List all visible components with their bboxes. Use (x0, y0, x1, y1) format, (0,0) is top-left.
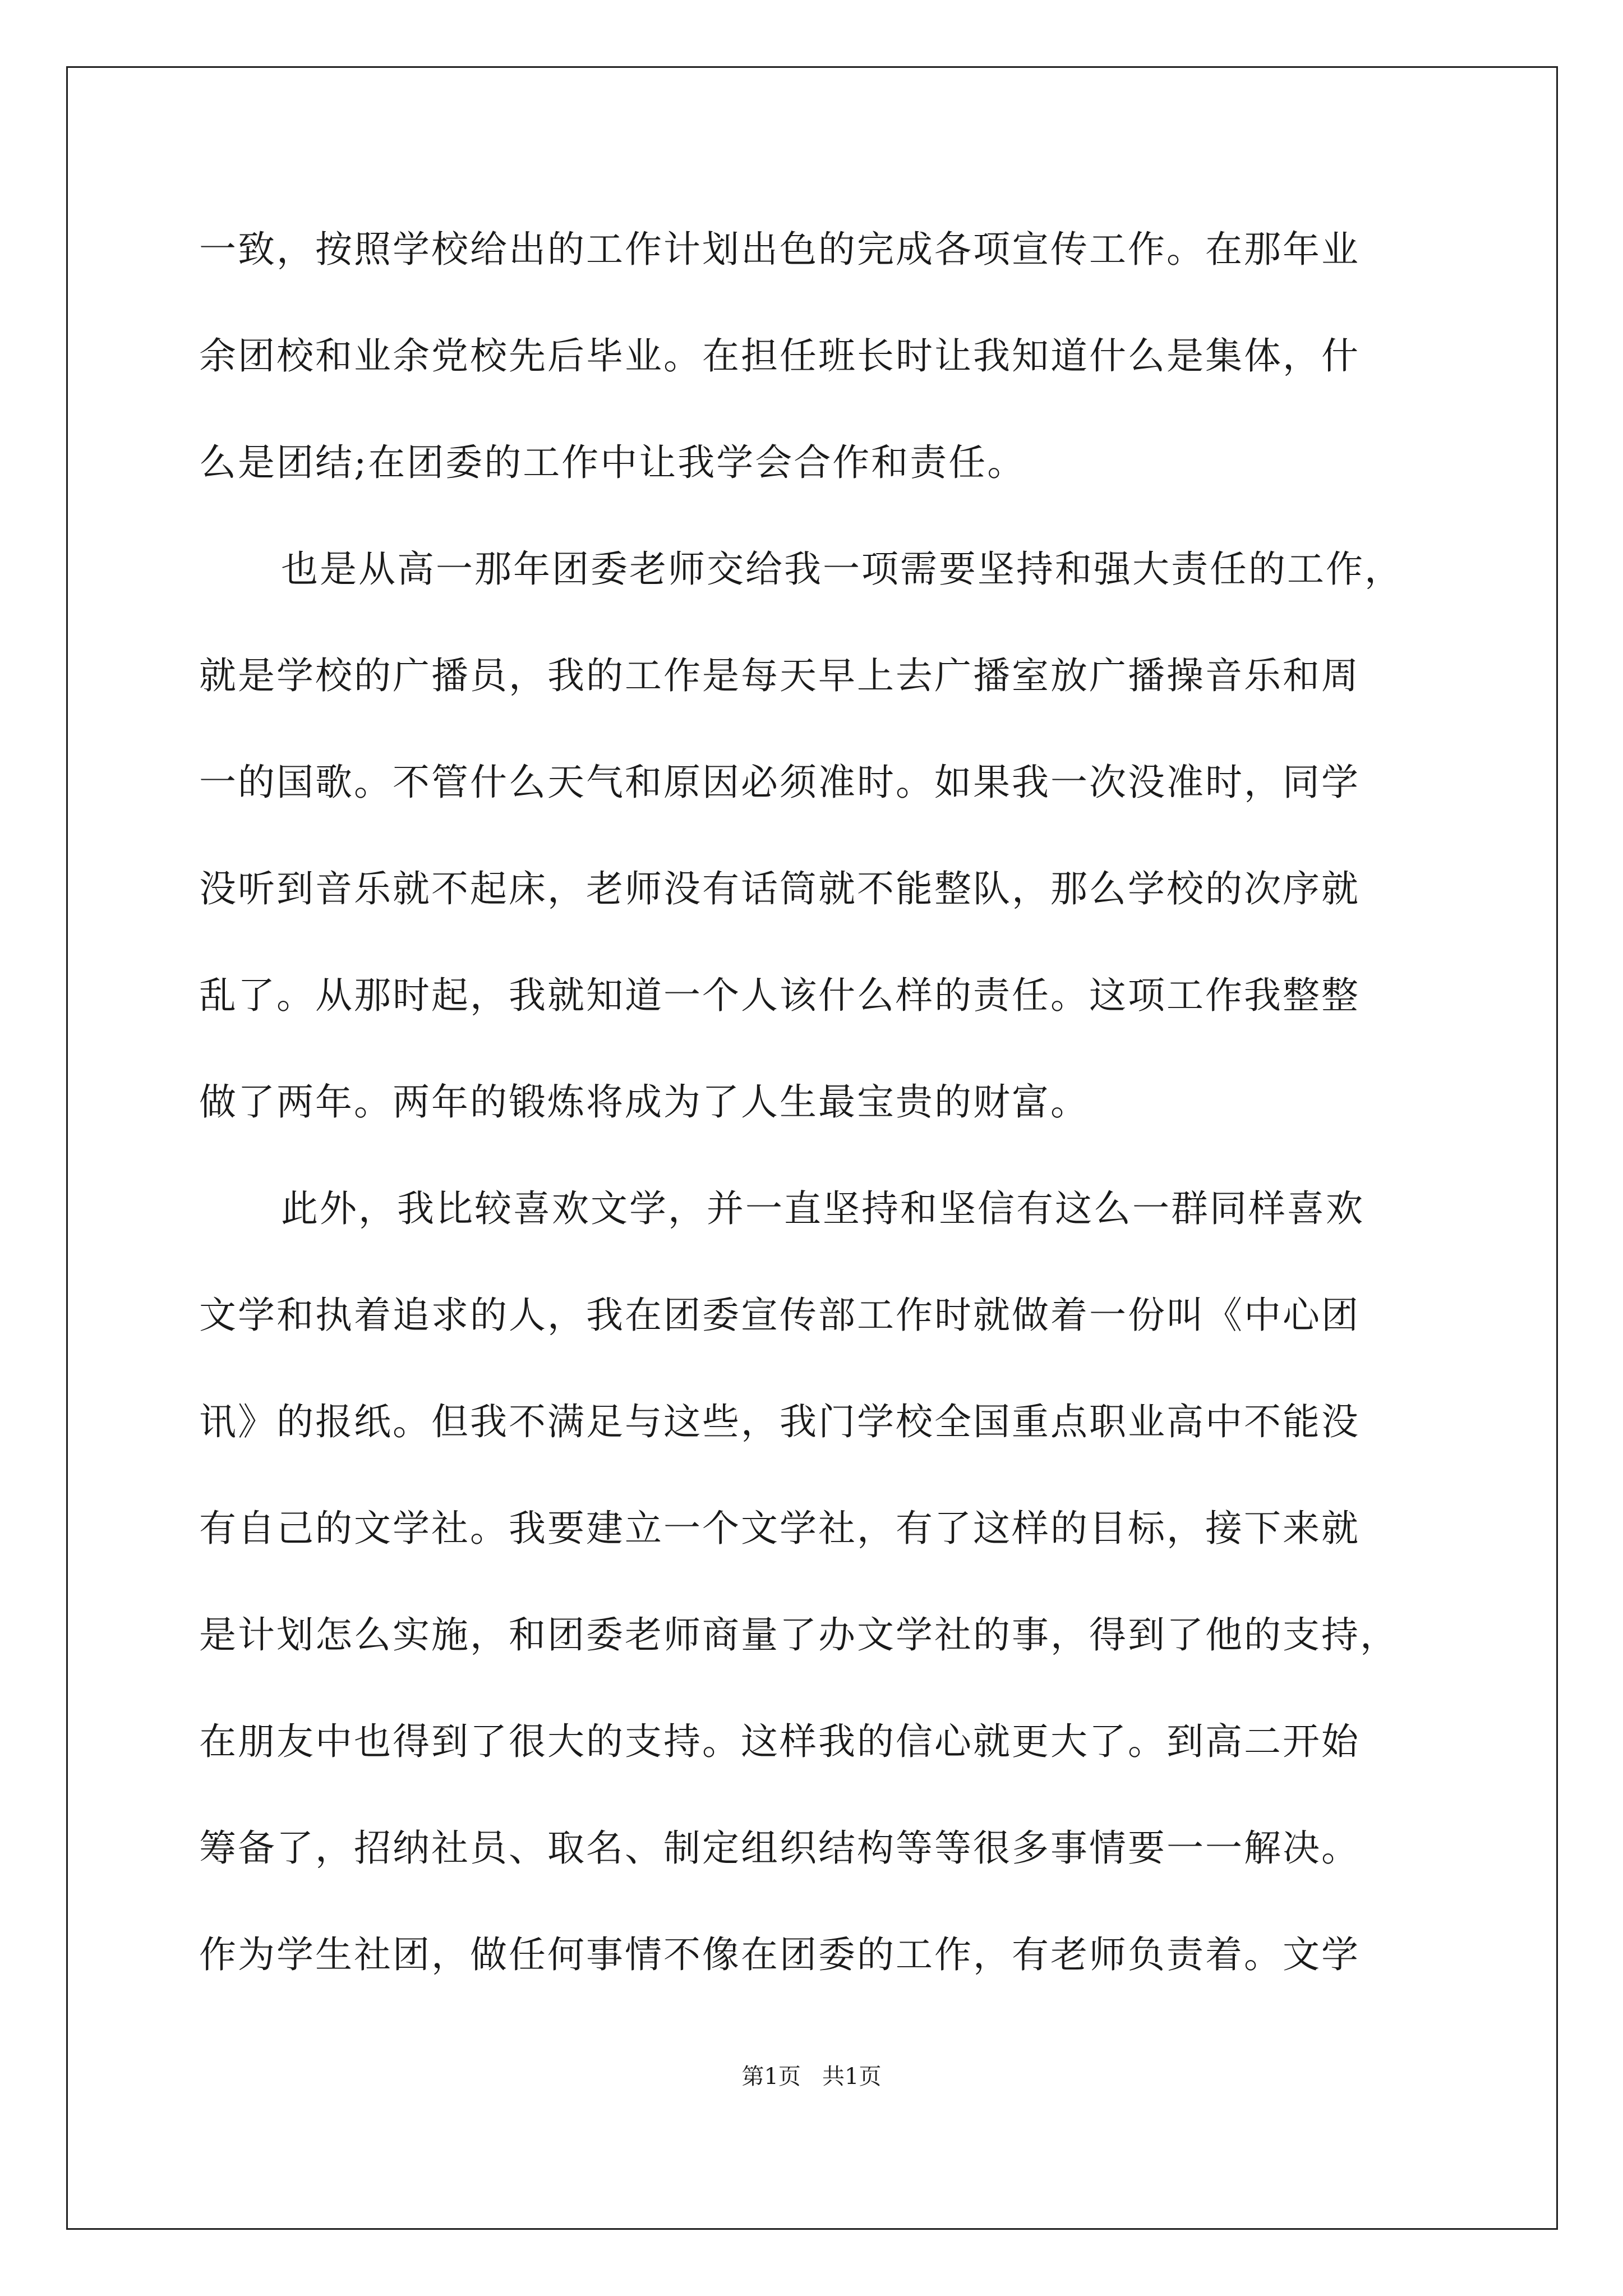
text-line: 作为学生社团，做任何事情不像在团委的工作，有老师负责着。文学 (199, 1933, 1360, 1976)
text-line: 没听到音乐就不起床，老师没有话筒就不能整队，那么学校的次序就 (199, 867, 1360, 910)
text-line: 筹备了，招纳社员、取名、制定组织结构等等很多事情要一一解决。 (199, 1826, 1360, 1870)
text-line: 么是团结;在团委的工作中让我学会合作和责任。 (199, 441, 1026, 484)
text-line: 文学和执着追求的人，我在团委宣传部工作时就做着一份叫《中心团 (199, 1294, 1360, 1337)
page-border (66, 66, 1558, 2230)
text-line: 有自己的文学社。我要建立一个文学社，有了这样的目标，接下来就 (199, 1507, 1360, 1550)
text-line: 是计划怎么实施，和团委老师商量了办文学社的事，得到了他的支持， (199, 1613, 1399, 1657)
text-line: 一的国歌。不管什么天气和原因必须准时。如果我一次没准时，同学 (199, 761, 1360, 804)
text-line: 一致，按照学校给出的工作计划出色的完成各项宣传工作。在那年业 (199, 228, 1360, 271)
text-line: 余团校和业余党校先后毕业。在担任班长时让我知道什么是集体，什 (199, 334, 1360, 378)
text-line: 乱了。从那时起，我就知道一个人该什么样的责任。这项工作我整整 (199, 974, 1360, 1017)
text-line: 讯》的报纸。但我不满足与这些，我门学校全国重点职业高中不能没 (199, 1400, 1360, 1443)
text-line: 就是学校的广播员，我的工作是每天早上去广播室放广播操音乐和周 (199, 654, 1360, 697)
paragraph-first-line: 也是从高一那年团委老师交给我一项需要坚持和强大责任的工作， (281, 547, 1403, 591)
text-line: 做了两年。两年的锻炼将成为了人生最宝贵的财富。 (199, 1080, 1089, 1124)
page-footer: 第1页 共1页 (741, 2064, 882, 2090)
text-line: 在朋友中也得到了很大的支持。这样我的信心就更大了。到高二开始 (199, 1720, 1360, 1763)
paragraph-first-line: 此外，我比较喜欢文学，并一直坚持和坚信有这么一群同样喜欢 (281, 1187, 1364, 1230)
